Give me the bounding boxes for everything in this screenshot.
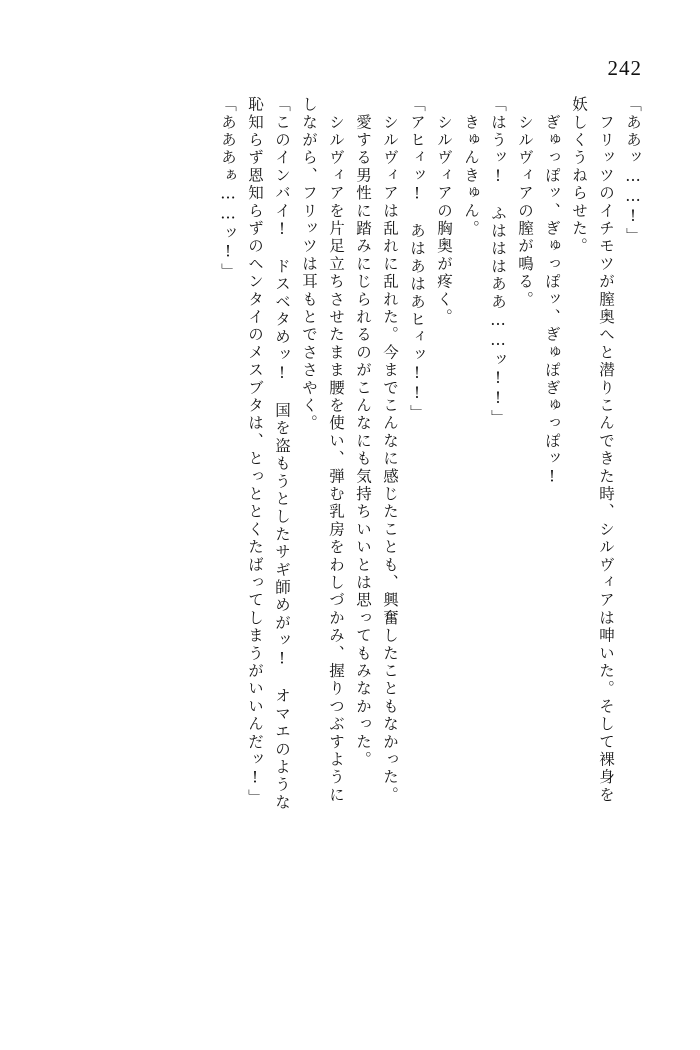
text-column: 恥知らず恩知らずのヘンタイのメスブタは、とっととくたばってしまうがいいんだッ!」: [246, 96, 264, 807]
vertical-text-body: [60, 96, 640, 960]
text-column: フリッツのイチモツが膣奥へと潜りこんできた時、シルヴィアは呻いた。そして裸身を: [597, 96, 615, 804]
text-column: きゅんきゅん。: [462, 96, 480, 238]
page-number: 242: [607, 56, 642, 80]
text-column: 「あああぁ……ッ!」: [219, 96, 237, 281]
text-column: ぎゅっぽッ、ぎゅっぽッ、ぎゅぽぎゅっぽッ!: [543, 96, 561, 488]
text-column: 「はうッ! ふはははああ……ッ!!」: [489, 96, 507, 428]
text-column: 「このインバイ! ドスベタめッ! 国を盗もうとしたサギ師めがッ! オマエのような: [273, 96, 291, 812]
text-column: シルヴィアの胸奥が疼く。: [435, 96, 453, 327]
text-column: シルヴィアの膣が鳴る。: [516, 96, 534, 309]
text-column: シルヴィアは乱れに乱れた。今までこんなに感じたことも、興奮したこともなかった。: [381, 96, 399, 804]
text-column: 「ああッ……!」: [624, 96, 642, 246]
text-column: 妖しくうねらせた。: [570, 96, 588, 256]
text-column: シルヴィアを片足立ちさせたまま腰を使い、弾む乳房をわしづかみ、握りつぶすように: [327, 96, 345, 804]
text-column: 愛する男性に踏みにじられるのがこんなにも気持ちいいとは思ってもみなかった。: [354, 96, 372, 769]
text-column: 「アヒィッ! あはあはあヒィッ!!」: [408, 96, 426, 423]
text-column: しながら、フリッツは耳もとでささやく。: [300, 96, 318, 433]
